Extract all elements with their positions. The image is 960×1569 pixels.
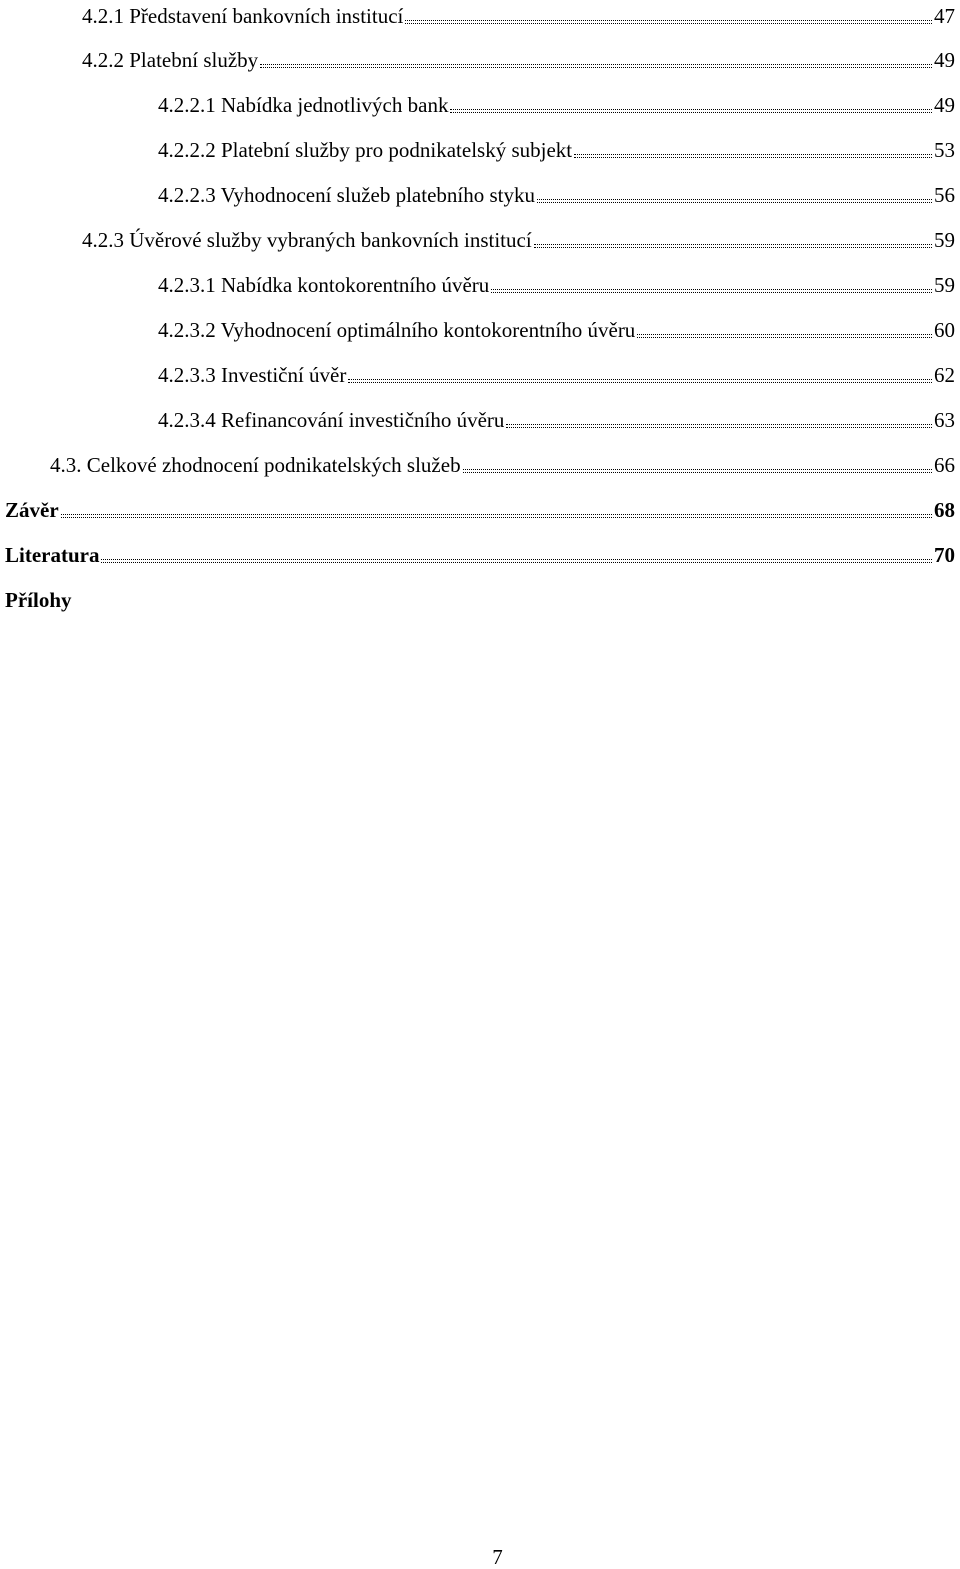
toc-entry-chapter[interactable] [5,584,72,614]
toc-entry-page: 53 [934,138,955,162]
toc-entry[interactable] [158,404,955,434]
dot-leader [537,199,932,203]
dot-leader [491,289,932,293]
toc-entry[interactable] [82,44,955,74]
toc-entry-title: 4.2.2.2 Platební služby pro podnikatelský subjekt [158,138,573,162]
toc-entry[interactable] [82,0,955,30]
toc-entry-chapter[interactable] [5,494,955,524]
toc-entry-page: 62 [934,363,955,387]
toc-entry-page: 49 [934,48,955,72]
toc-entry-title: Závěr [5,498,59,522]
toc-entry-title: 4.2.2.3 Vyhodnocení služeb platebního styku [158,183,535,207]
dot-leader [260,64,932,68]
dot-leader [348,379,932,383]
page-number: 7 [492,1545,503,1569]
toc-entry[interactable] [158,179,955,209]
toc-entry-page: 60 [934,318,955,342]
toc-entry-chapter[interactable] [5,539,955,569]
toc-entry-page: 68 [934,498,955,522]
toc-entry-title: 4.2.3.1 Nabídka kontokorentního úvěru [158,273,490,297]
dot-leader [101,559,932,563]
toc-entry[interactable] [158,314,955,344]
toc-entry-title: 4.2.2 Platební služby [82,48,259,72]
toc-entry-title: 4.2.1 Představení bankovních institucí [82,4,404,28]
toc-entry-title: Literatura [5,543,100,567]
toc-entry[interactable] [158,359,955,389]
toc-entry-title: Přílohy [5,588,72,612]
dot-leader [637,334,932,338]
dot-leader [405,20,932,24]
toc-entry-page: 47 [934,4,955,28]
toc-entry-page: 59 [934,273,955,297]
toc-entry-page: 56 [934,183,955,207]
toc-entry-page: 49 [934,93,955,117]
toc-entry-title: 4.2.3 Úvěrové služby vybraných bankovních institucí [82,228,532,252]
toc-entry-page: 70 [934,543,955,567]
dot-leader [450,109,932,113]
toc-entry[interactable] [158,134,955,164]
toc-entry-title: 4.2.3.4 Refinancování investičního úvěru [158,408,505,432]
dot-leader [506,424,932,428]
toc-entry-title: 4.2.3.3 Investiční úvěr [158,363,347,387]
toc-entry-page: 66 [934,453,955,477]
toc-entry[interactable] [158,89,955,119]
dot-leader [463,469,932,473]
toc-entry[interactable] [82,224,955,254]
dot-leader [574,154,932,158]
dot-leader [534,244,932,248]
toc-entry-title: 4.2.2.1 Nabídka jednotlivých bank [158,93,449,117]
toc-entry-title: 4.2.3.2 Vyhodnocení optimálního kontokorentního úvěru [158,318,636,342]
toc-entry-page: 63 [934,408,955,432]
dot-leader [61,514,932,518]
toc-entry[interactable] [158,269,955,299]
toc-entry-title: 4.3. Celkové zhodnocení podnikatelských služeb [50,453,461,477]
toc-entry[interactable] [50,449,955,479]
toc-entry-page: 59 [934,228,955,252]
